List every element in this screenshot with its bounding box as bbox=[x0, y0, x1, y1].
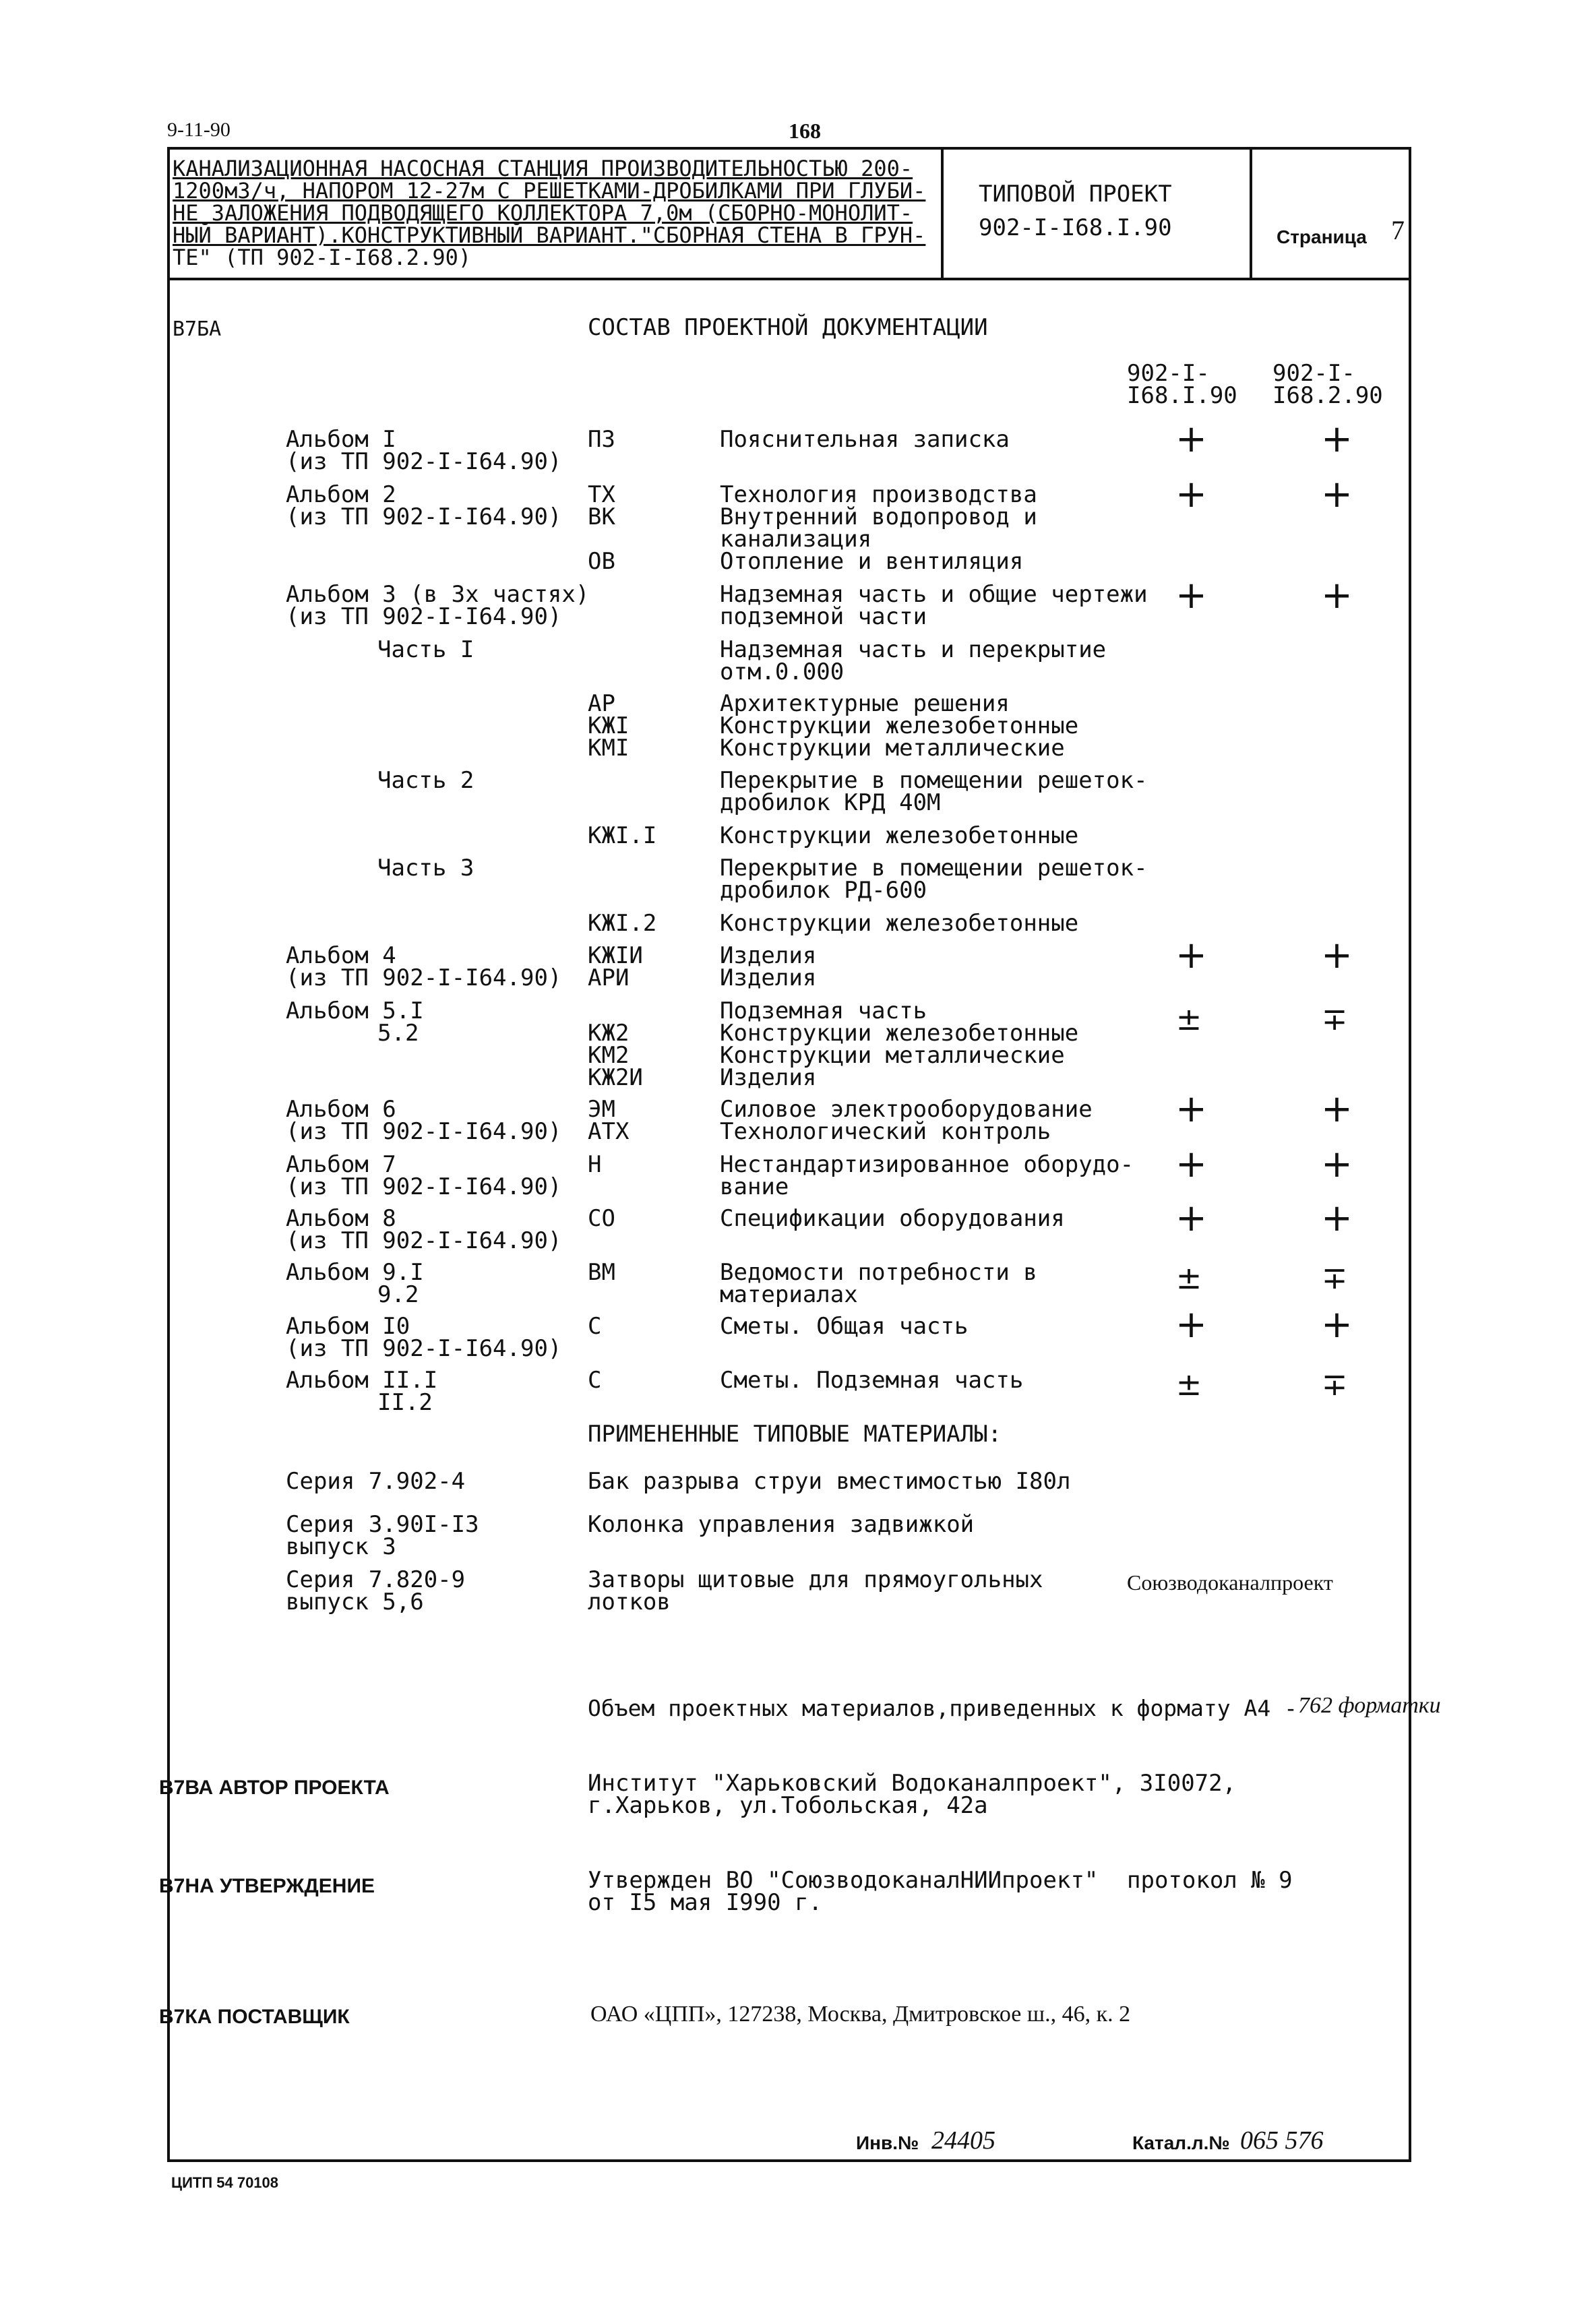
series-desc-line: лотков bbox=[588, 1589, 671, 1615]
project-code: 902-I-I68.I.90 bbox=[979, 214, 1172, 241]
desc-cell bbox=[720, 1151, 1134, 1200]
album-label: Альбом I0 bbox=[286, 1313, 410, 1340]
page-value: 7 bbox=[1391, 215, 1405, 245]
mark-col1: ± bbox=[1175, 1260, 1202, 1296]
desc-cell bbox=[720, 581, 1148, 630]
doc-desc: Отопление и вентиляция bbox=[720, 548, 1024, 575]
doc-code: КЖI bbox=[588, 712, 630, 739]
column-head-2 bbox=[1272, 360, 1383, 409]
doc-desc: материалах bbox=[720, 1281, 858, 1308]
part-label: Часть 2 bbox=[377, 767, 474, 794]
doc-desc: Перекрытие в помещении решеток- bbox=[720, 767, 1148, 794]
desc-cell: Конструкции железобетонные bbox=[720, 910, 1079, 937]
doc-desc: Конструкции металлические bbox=[720, 735, 1065, 762]
album-label: Альбом 2 bbox=[286, 481, 396, 508]
part-label: Часть I bbox=[377, 636, 474, 663]
series-cell bbox=[286, 1566, 466, 1615]
catalog-label: Катал.л.№ bbox=[1132, 2132, 1230, 2153]
mark-col2: + bbox=[1321, 417, 1353, 461]
volume-text: Объем проектных материалов,приведенных к формату А4 - bbox=[588, 1695, 1297, 1721]
mark-col2: + bbox=[1321, 933, 1353, 977]
doc-desc: Конструкции металлические bbox=[720, 1042, 1065, 1069]
desc-cell: Сметы. Подземная часть bbox=[720, 1367, 1024, 1394]
volume-handwritten: 762 форматки bbox=[1298, 1693, 1441, 1718]
desc-cell bbox=[720, 426, 1010, 453]
doc-desc: Изделия bbox=[720, 1064, 817, 1091]
album-source: (из ТП 902-I-I64.90) bbox=[286, 1335, 562, 1362]
code-cell: С bbox=[588, 1367, 602, 1394]
section-title: СОСТАВ ПРОЕКТНОЙ ДОКУМЕНТАЦИИ bbox=[588, 314, 988, 341]
header-vline-2 bbox=[1250, 147, 1252, 280]
code-cell bbox=[588, 690, 630, 762]
series-issue: выпуск 3 bbox=[286, 1533, 396, 1560]
supplier-text: ОАО «ЦПП», 127238, Москва, Дмитровское ш., 46, к. 2 bbox=[590, 2002, 1131, 2027]
mark-col2: + bbox=[1321, 1142, 1353, 1186]
desc-cell: Конструкции железобетонные bbox=[720, 822, 1079, 849]
series-desc-line: Затворы щитовые для прямоугольных bbox=[588, 1566, 1043, 1593]
mark-col1: + bbox=[1175, 472, 1207, 516]
mark-col2: ∓ bbox=[1321, 1366, 1348, 1403]
album-cell bbox=[286, 426, 562, 475]
code-cell bbox=[588, 426, 615, 453]
doc-desc: Технологический контроль bbox=[720, 1118, 1051, 1145]
column-head-1 bbox=[1127, 360, 1237, 409]
album-cell bbox=[286, 1096, 562, 1145]
doc-code: КЖIИ bbox=[588, 942, 643, 969]
doc-desc: канализация bbox=[720, 526, 872, 553]
catalog-value: 065 576 bbox=[1240, 2126, 1324, 2155]
doc-code: КМ2 bbox=[588, 1042, 630, 1069]
mark-col2: + bbox=[1321, 1087, 1353, 1131]
series-desc: Бак разрыва струи вместимостью I80л bbox=[588, 1468, 1071, 1495]
mark-col1: ± bbox=[1175, 1366, 1202, 1403]
album-source: 5.2 bbox=[377, 1020, 419, 1047]
album-label: Альбом 9.I bbox=[286, 1259, 424, 1286]
header-divider bbox=[167, 278, 1411, 280]
date-mark: 9-11-90 bbox=[167, 119, 231, 141]
album-source: (из ТП 902-I-I64.90) bbox=[286, 1118, 562, 1145]
header-title-line: НЫЙ ВАРИАНТ).КОНСТРУКТИВНЫЙ ВАРИАНТ."СБОРНАЯ СТЕНА В ГРУН- bbox=[173, 222, 926, 248]
series-desc bbox=[588, 1566, 1043, 1615]
album-label: Альбом 4 bbox=[286, 942, 396, 969]
doc-desc: дробилок РД-600 bbox=[720, 877, 927, 904]
album-source: (из ТП 902-I-I64.90) bbox=[286, 1173, 562, 1200]
album-cell bbox=[286, 1151, 562, 1200]
album-cell bbox=[286, 581, 590, 630]
doc-desc: Нестандартизированное оборудо- bbox=[720, 1151, 1134, 1178]
mark-col2: + bbox=[1321, 472, 1353, 516]
doc-code: ПЗ bbox=[588, 426, 615, 453]
doc-desc: подземной части bbox=[720, 603, 927, 630]
code-cell: ВМ bbox=[588, 1259, 615, 1286]
column-head-line: I68.2.90 bbox=[1272, 382, 1383, 409]
doc-desc: Изделия bbox=[720, 964, 817, 991]
album-source: (из ТП 902-I-I64.90) bbox=[286, 964, 562, 991]
code-cell bbox=[588, 942, 643, 991]
doc-desc: Силовое электрооборудование bbox=[720, 1096, 1093, 1123]
mark-col1: + bbox=[1175, 933, 1207, 977]
doc-code: ТХ bbox=[588, 481, 615, 508]
doc-desc: Подземная часть bbox=[720, 997, 927, 1024]
album-cell bbox=[286, 1313, 562, 1362]
album-label: Альбом 5.I bbox=[286, 997, 424, 1024]
code-cell: С bbox=[588, 1313, 602, 1340]
series-cell bbox=[286, 1511, 479, 1560]
desc-cell bbox=[720, 1096, 1093, 1145]
series-label: Серия 7.820-9 bbox=[286, 1566, 466, 1593]
doc-desc: Надземная часть и перекрытие bbox=[720, 636, 1107, 663]
doc-desc: Архитектурные решения bbox=[720, 690, 1010, 717]
album-source: (из ТП 902-I-I64.90) bbox=[286, 1227, 562, 1254]
doc-code: КЖ2И bbox=[588, 1064, 643, 1091]
approval-protocol: протокол № 9 bbox=[1127, 1867, 1293, 1894]
series-desc: Колонка управления задвижкой bbox=[588, 1511, 975, 1538]
doc-desc: Технология производства bbox=[720, 481, 1037, 508]
doc-desc: Ведомости потребности в bbox=[720, 1259, 1037, 1286]
section-code: В7БА bbox=[173, 317, 222, 341]
desc-cell: Спецификации оборудования bbox=[720, 1205, 1065, 1232]
desc-cell bbox=[720, 942, 817, 991]
author-line: Институт "Харьковский Водоканалпроект", 3I0072, bbox=[588, 1770, 1237, 1797]
doc-code: АТХ bbox=[588, 1118, 630, 1145]
inventory-label: Инв.№ bbox=[856, 2132, 919, 2153]
doc-desc: Внутренний водопровод и bbox=[720, 503, 1037, 530]
approval-line: Утвержден ВО "СоюзводоканалНИИпроект" bbox=[588, 1867, 1099, 1894]
album-label: Альбом 7 bbox=[286, 1151, 396, 1178]
header-title-line: ТЕ" (ТП 902-I-I68.2.90) bbox=[173, 245, 472, 270]
header-title-line: НЕ ЗАЛОЖЕНИЯ ПОДВОДЯЩЕГО КОЛЛЕКТОРА 7,0м (СБОРНО-МОНОЛИТ- bbox=[173, 200, 913, 226]
album-label: Альбом I bbox=[286, 426, 396, 453]
doc-code: АР bbox=[588, 690, 615, 717]
inventory-value: 24405 bbox=[931, 2126, 995, 2155]
doc-desc: Конструкции железобетонные bbox=[720, 1020, 1079, 1047]
album-cell bbox=[286, 481, 562, 530]
desc-cell bbox=[720, 857, 1148, 902]
series-org: Союзводоканалпроект bbox=[1127, 1570, 1333, 1595]
doc-code: ОВ bbox=[588, 548, 615, 575]
approval-text bbox=[588, 1867, 1099, 1916]
doc-desc: Пояснительная записка bbox=[720, 426, 1010, 453]
mark-col1: + bbox=[1175, 574, 1207, 617]
desc-cell: Сметы. Общая часть bbox=[720, 1313, 969, 1340]
mark-col2: + bbox=[1321, 1196, 1353, 1240]
approval-line: от I5 мая I990 г. bbox=[588, 1889, 822, 1916]
doc-desc: Перекрытие в помещении решеток- bbox=[720, 855, 1148, 882]
mark-col2: ∓ bbox=[1321, 1001, 1348, 1037]
doc-code: КМI bbox=[588, 735, 630, 762]
desc-cell bbox=[720, 997, 1079, 1091]
album-source: (из ТП 902-I-I64.90) bbox=[286, 448, 562, 475]
mark-col1: + bbox=[1175, 1303, 1207, 1347]
doc-desc: Конструкции железобетонные bbox=[720, 712, 1079, 739]
code-cell: КЖI.2 bbox=[588, 910, 657, 937]
doc-desc: Надземная часть и общие чертежи bbox=[720, 581, 1148, 608]
header-title bbox=[173, 158, 925, 269]
album-source: 9.2 bbox=[377, 1281, 419, 1308]
approval-label: В7НА УТВЕРЖДЕНИЕ bbox=[159, 1875, 375, 1897]
doc-desc: Изделия bbox=[720, 942, 817, 969]
doc-desc: вание bbox=[720, 1173, 789, 1200]
mark-col1: ± bbox=[1175, 1001, 1202, 1037]
album-cell bbox=[286, 1205, 562, 1254]
header-title-line: КАНАЛИЗАЦИОННАЯ НАСОСНАЯ СТАНЦИЯ ПРОИЗВОДИТЕЛЬНОСТЬЮ 200- bbox=[173, 156, 913, 181]
column-head-line: 902-I- bbox=[1272, 360, 1355, 387]
code-cell: Н bbox=[588, 1151, 602, 1178]
desc-cell bbox=[720, 481, 1037, 575]
mark-col2: + bbox=[1321, 1303, 1353, 1347]
album-label: Альбом 3 (в 3x частях) bbox=[286, 581, 590, 608]
doc-code: ЭМ bbox=[588, 1096, 615, 1123]
code-cell: КЖI.I bbox=[588, 822, 657, 849]
code-cell bbox=[588, 481, 615, 575]
series-issue: выпуск 5,6 bbox=[286, 1589, 424, 1615]
column-head-line: I68.I.90 bbox=[1127, 382, 1237, 409]
mark-col1: + bbox=[1175, 417, 1207, 461]
doc-desc: отм.0.000 bbox=[720, 658, 845, 685]
album-label: Альбом II.I bbox=[286, 1367, 438, 1394]
materials-title: ПРИМЕНЕННЫЕ ТИПОВЫЕ МАТЕРИАЛЫ: bbox=[588, 1421, 1002, 1448]
header-vline-1 bbox=[941, 147, 944, 280]
album-label: Альбом 8 bbox=[286, 1205, 396, 1232]
doc-desc: дробилок КРД 40М bbox=[720, 789, 941, 816]
mark-col2: + bbox=[1321, 574, 1353, 617]
author-line: г.Харьков, ул.Тобольская, 42а bbox=[588, 1792, 988, 1819]
page-label: Страница bbox=[1277, 226, 1367, 247]
album-label: Альбом 6 bbox=[286, 1096, 396, 1123]
album-cell bbox=[286, 997, 424, 1047]
desc-cell bbox=[720, 636, 1107, 685]
mark-col1: + bbox=[1175, 1142, 1207, 1186]
mark-col1: + bbox=[1175, 1087, 1207, 1131]
album-source: (из ТП 902-I-I64.90) bbox=[286, 603, 562, 630]
mark-col2: ∓ bbox=[1321, 1260, 1348, 1296]
header-title-line: 1200м3/ч, НАПОРОМ 12-27м С РЕШЕТКАМИ-ДРОБИЛКАМИ ПРИ ГЛУБИ- bbox=[173, 178, 926, 204]
series-label: Серия 3.90I-I3 bbox=[286, 1511, 479, 1538]
mark-col1: + bbox=[1175, 1196, 1207, 1240]
album-cell bbox=[286, 1369, 437, 1414]
column-head-line: 902-I- bbox=[1127, 360, 1210, 387]
series-cell: Серия 7.902-4 bbox=[286, 1468, 466, 1495]
author-text bbox=[588, 1770, 1237, 1819]
desc-cell bbox=[720, 1259, 1037, 1308]
page-number-top: 168 bbox=[789, 119, 821, 143]
bottom-mark: ЦИТП 54 70108 bbox=[171, 2174, 279, 2191]
author-label: В7ВА АВТОР ПРОЕКТА bbox=[159, 1777, 390, 1799]
desc-cell bbox=[720, 690, 1079, 762]
album-source: (из ТП 902-I-I64.90) bbox=[286, 503, 562, 530]
part-label: Часть 3 bbox=[377, 855, 474, 882]
album-source: II.2 bbox=[377, 1389, 433, 1416]
project-label: ТИПОВОЙ ПРОЕКТ bbox=[979, 181, 1172, 208]
doc-code: АРИ bbox=[588, 964, 630, 991]
code-cell bbox=[588, 1000, 643, 1089]
desc-cell bbox=[720, 767, 1148, 816]
code-cell: СО bbox=[588, 1205, 615, 1232]
album-cell bbox=[286, 942, 562, 991]
code-cell bbox=[588, 1096, 630, 1145]
doc-code: КЖ2 bbox=[588, 1020, 630, 1047]
album-cell bbox=[286, 1259, 424, 1308]
supplier-label: В7КА ПОСТАВЩИК bbox=[159, 2006, 350, 2028]
doc-code: ВК bbox=[588, 503, 615, 530]
